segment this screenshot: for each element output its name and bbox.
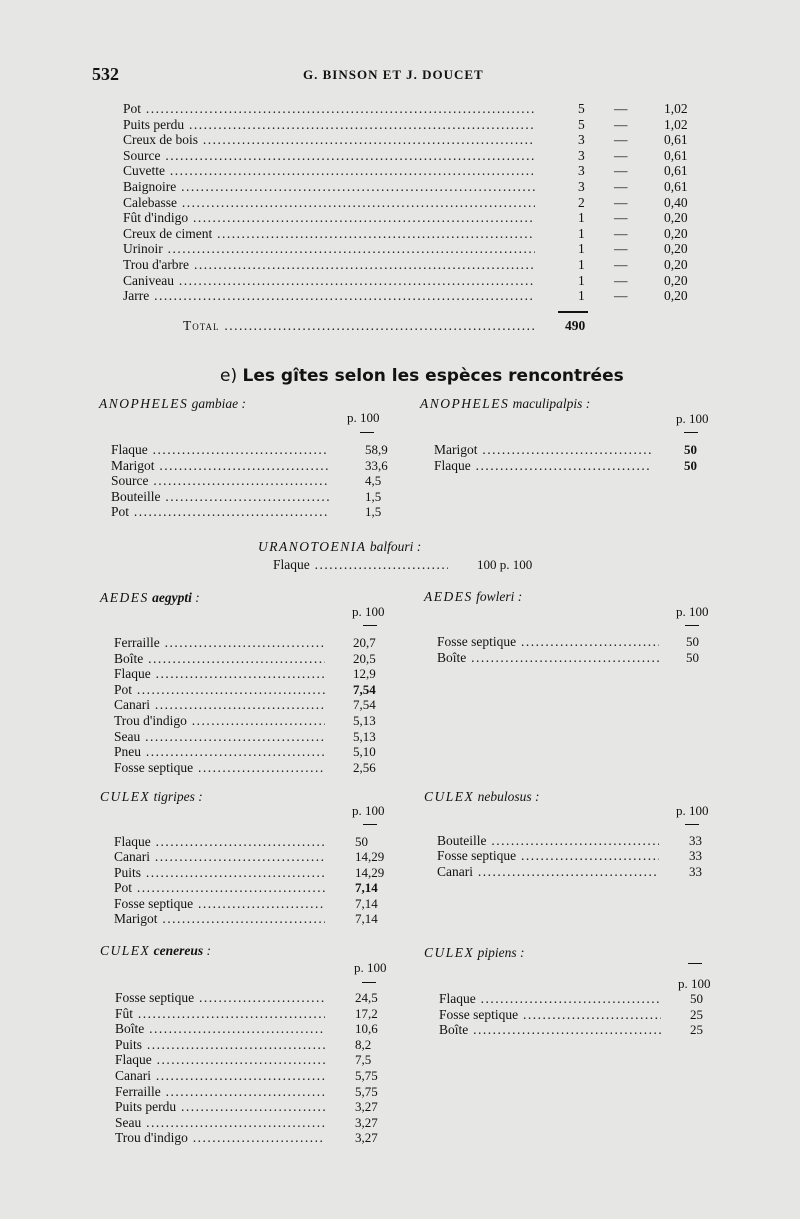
row-dash: — xyxy=(614,163,628,179)
habitat-label: Fosse septique ..... xyxy=(114,896,325,912)
habitat-row xyxy=(437,864,659,880)
section-title: Les gîtes selon les espèces rencontrées xyxy=(242,366,624,386)
habitat-row xyxy=(115,1052,325,1068)
genus-name: CULEX xyxy=(100,943,151,958)
row-count: 1 xyxy=(578,241,585,257)
row-percent: 0,20 xyxy=(664,288,688,304)
habitat-percent: 50 xyxy=(686,649,699,665)
heading-colon: : xyxy=(585,396,591,411)
row-label: Baignoire ..... xyxy=(123,179,535,195)
percent-unit: p. 100 xyxy=(676,604,709,619)
habitat-percent: 50 xyxy=(684,442,697,457)
habitat-row xyxy=(439,991,661,1007)
habitat-label: Canari ..... xyxy=(115,1068,325,1084)
habitat-label: Ferraille ..... xyxy=(114,635,325,651)
row-label: Pot ..... xyxy=(123,101,535,117)
habitat-label: Flaque ..... xyxy=(273,557,448,573)
habitat-percent: 7,54 xyxy=(353,681,376,697)
row-dash: — xyxy=(614,288,628,304)
habitat-row xyxy=(439,1007,661,1023)
unit-rule xyxy=(685,824,699,825)
percent-unit: p. 100 xyxy=(676,411,709,426)
habitat-label: Trou d'indigo ..... xyxy=(115,1130,325,1146)
row-count: 3 xyxy=(578,163,585,179)
row-dash: — xyxy=(614,241,628,257)
habitat-label: Trou d'indigo ..... xyxy=(114,713,325,729)
row-percent: 0,20 xyxy=(664,241,688,257)
habitat-percent: 100 p. 100 xyxy=(477,557,533,572)
habitat-percent: 14,29 xyxy=(355,864,385,880)
habitat-row xyxy=(114,880,325,896)
habitat-percent: 20,5 xyxy=(353,650,376,666)
row-percent: 1,02 xyxy=(664,116,688,132)
page-number: 532 xyxy=(92,64,119,84)
row-count: 1 xyxy=(578,210,585,226)
habitat-row xyxy=(114,744,325,760)
habitat-row xyxy=(115,1068,325,1084)
row-label: Caniveau ..... xyxy=(123,273,535,289)
species-heading xyxy=(420,396,590,412)
row-count: 3 xyxy=(578,179,585,194)
habitat-percent: 12,9 xyxy=(353,666,376,682)
habitat-label: Bouteille ..... xyxy=(111,489,329,505)
percent-unit: p. 100 xyxy=(676,803,709,818)
habitat-row xyxy=(111,458,329,474)
habitat-label: Source ..... xyxy=(111,473,329,489)
row-count: 1 xyxy=(578,288,585,304)
unit-rule xyxy=(363,625,377,626)
habitat-percent: 7,14 xyxy=(355,880,378,896)
table-row xyxy=(123,101,535,117)
row-percent: 0,61 xyxy=(664,147,688,163)
habitat-percent: 20,7 xyxy=(353,635,376,650)
habitat-label: Fosse septique ..... xyxy=(115,990,325,1006)
species-name: maculipalpis xyxy=(512,396,583,411)
row-count: 1 xyxy=(578,225,585,241)
section-heading xyxy=(220,366,624,386)
habitat-percent: 1,5 xyxy=(365,504,382,520)
habitat-row xyxy=(114,697,325,713)
heading-colon: : xyxy=(520,945,525,960)
habitat-label: Marigot ..... xyxy=(111,458,329,474)
habitat-percent: 7,14 xyxy=(355,895,378,911)
table-row xyxy=(123,241,535,257)
table-row xyxy=(123,132,535,148)
habitat-label: Fosse septique ..... xyxy=(437,848,659,864)
row-percent: 0,61 xyxy=(664,132,688,148)
habitat-label: Flaque ..... xyxy=(111,442,329,458)
habitat-row xyxy=(114,849,325,865)
habitat-percent: 2,56 xyxy=(353,759,376,775)
habitat-row xyxy=(115,1021,325,1037)
row-percent: 0,20 xyxy=(664,257,688,272)
habitat-percent: 1,5 xyxy=(365,488,382,504)
row-label: Urinoir ..... xyxy=(123,241,535,257)
row-count: 5 xyxy=(578,101,585,116)
row-percent: 0,20 xyxy=(664,225,688,241)
habitat-row xyxy=(114,865,325,881)
habitat-percent: 25 xyxy=(690,1006,703,1022)
habitat-percent: 14,29 xyxy=(355,849,385,865)
habitat-row xyxy=(115,1130,325,1146)
habitat-percent: 24,5 xyxy=(355,990,378,1005)
row-label: Cuvette ..... xyxy=(123,163,535,179)
row-count: 3 xyxy=(578,132,585,148)
running-title: G. BINSON ET J. DOUCET xyxy=(303,67,484,82)
species-name: pipiens xyxy=(477,945,517,960)
habitat-row xyxy=(114,651,325,667)
row-percent: 0,40 xyxy=(664,194,688,210)
table-row xyxy=(123,210,535,226)
percent-unit: p. 100 xyxy=(347,410,380,425)
habitat-label: Ferraille ..... xyxy=(115,1084,325,1100)
habitat-percent: 5,10 xyxy=(353,744,376,760)
genus-name: CULEX xyxy=(100,789,151,804)
heading-colon: : xyxy=(416,539,422,554)
habitat-percent: 7,5 xyxy=(355,1052,372,1068)
habitat-percent: 7,14 xyxy=(355,911,378,926)
habitat-row xyxy=(114,666,325,682)
habitat-row xyxy=(115,1084,325,1100)
species-name: nebulosus xyxy=(477,789,532,804)
habitat-label: Pneu ..... xyxy=(114,744,325,760)
habitat-percent: 5,13 xyxy=(353,728,376,744)
habitat-row xyxy=(114,682,325,698)
habitat-row xyxy=(434,458,652,474)
habitat-label: Boîte ..... xyxy=(115,1021,325,1037)
habitat-label: Flaque ..... xyxy=(115,1052,325,1068)
habitat-label: Canari ..... xyxy=(437,864,659,880)
habitat-percent: 33,6 xyxy=(365,457,388,473)
row-label: Jarre ..... xyxy=(123,288,535,304)
habitat-row xyxy=(111,504,329,520)
table-row xyxy=(123,257,535,273)
genus-name: AEDES xyxy=(424,589,473,604)
row-label: Fût d'indigo ..... xyxy=(123,210,535,226)
unit-rule xyxy=(360,432,374,433)
habitat-row xyxy=(437,650,659,666)
row-label: Source ..... xyxy=(123,148,535,164)
percent-unit: p. 100 xyxy=(352,604,385,619)
table-row xyxy=(123,163,535,179)
species-name: gambiae xyxy=(191,396,239,411)
table-row xyxy=(123,148,535,164)
species-heading xyxy=(100,789,203,805)
row-dash: — xyxy=(614,147,628,163)
genus-name: ANOPHELES xyxy=(420,396,510,411)
row-label: Trou d'arbre ..... xyxy=(123,257,535,273)
percent-unit: p. 100 xyxy=(354,960,387,975)
habitat-label: Fût ..... xyxy=(115,1006,325,1022)
habitat-percent: 50 xyxy=(690,991,703,1006)
heading-colon: : xyxy=(241,396,246,411)
habitat-row xyxy=(434,442,652,458)
row-count: 5 xyxy=(578,116,585,132)
unit-rule xyxy=(685,625,699,626)
row-dash: — xyxy=(614,272,628,288)
table-row xyxy=(123,179,535,195)
genus-name: URANOTOENIA xyxy=(258,539,367,554)
row-dash: — xyxy=(614,179,628,194)
species-heading xyxy=(100,590,200,606)
habitat-row xyxy=(114,896,325,912)
total-value: 490 xyxy=(565,318,586,333)
row-dash: — xyxy=(614,101,628,116)
habitat-percent: 33 xyxy=(689,848,702,864)
habitat-percent: 3,27 xyxy=(355,1114,378,1130)
genus-name: ANOPHELES xyxy=(99,396,189,411)
habitat-percent: 33 xyxy=(689,863,702,879)
genus-name: AEDES xyxy=(100,590,149,605)
habitat-percent: 50 xyxy=(686,634,699,649)
row-label: Creux de ciment ..... xyxy=(123,226,535,242)
percent-unit: p. 100 xyxy=(352,803,385,818)
habitat-percent: 4,5 xyxy=(365,473,382,489)
unit-rule xyxy=(688,963,702,964)
habitat-label: Canari ..... xyxy=(114,849,325,865)
habitat-percent: 3,27 xyxy=(355,1099,378,1115)
row-dash: — xyxy=(614,257,628,272)
row-percent: 1,02 xyxy=(664,101,688,116)
total-rule xyxy=(558,311,588,313)
habitat-row xyxy=(439,1022,661,1038)
habitat-label: Pot ..... xyxy=(111,504,329,520)
unit-rule xyxy=(684,432,698,433)
habitat-label: Flaque ..... xyxy=(434,458,652,474)
row-dash: — xyxy=(614,210,628,226)
habitat-label: Fosse septique ..... xyxy=(439,1007,661,1023)
habitat-label: Pot ..... xyxy=(114,682,325,698)
row-percent: 0,61 xyxy=(664,163,688,179)
table-row xyxy=(123,273,535,289)
row-count: 3 xyxy=(578,147,585,163)
habitat-label: Marigot ..... xyxy=(114,911,325,927)
genus-name: CULEX xyxy=(424,945,475,960)
heading-colon: : xyxy=(195,590,200,605)
habitat-percent: 17,2 xyxy=(355,1005,378,1021)
habitat-percent: 25 xyxy=(690,1022,703,1038)
habitat-percent: 5,13 xyxy=(353,713,376,728)
habitat-row xyxy=(111,489,329,505)
habitat-percent: 10,6 xyxy=(355,1021,378,1037)
habitat-label: Boîte ..... xyxy=(437,650,659,666)
section-prefix: e) xyxy=(220,366,238,386)
habitat-row xyxy=(111,473,329,489)
habitat-row xyxy=(114,834,325,850)
habitat-row xyxy=(114,729,325,745)
row-percent: 0,20 xyxy=(664,210,688,226)
habitat-percent: 3,27 xyxy=(355,1130,378,1146)
habitat-row xyxy=(437,833,659,849)
genus-name: CULEX xyxy=(424,789,475,804)
species-heading xyxy=(258,539,421,555)
habitat-row xyxy=(114,635,325,651)
habitat-row xyxy=(437,634,659,650)
species-name: tigripes xyxy=(153,789,195,804)
species-name: cenereus xyxy=(153,943,204,958)
habitat-label: Boîte ..... xyxy=(439,1022,661,1038)
percent-unit: p. 100 xyxy=(678,976,711,991)
habitat-label: Canari ..... xyxy=(114,697,325,713)
habitat-label: Bouteille ..... xyxy=(437,833,659,849)
species-heading xyxy=(100,943,211,959)
species-name: aegypti xyxy=(152,590,192,605)
table-row xyxy=(123,117,535,133)
row-count: 2 xyxy=(578,194,585,210)
habitat-row xyxy=(273,557,448,573)
row-label: Creux de bois ..... xyxy=(123,132,535,148)
species-name: fowleri xyxy=(476,589,515,604)
row-count: 1 xyxy=(578,257,585,272)
row-label: Puits perdu ..... xyxy=(123,117,535,133)
habitat-percent: 33 xyxy=(689,833,702,848)
table-row xyxy=(123,226,535,242)
habitat-label: Flaque ..... xyxy=(114,834,325,850)
habitat-row xyxy=(114,760,325,776)
row-dash: — xyxy=(614,225,628,241)
heading-colon: : xyxy=(517,589,523,604)
table-row xyxy=(123,195,535,211)
habitat-label: Puits perdu ..... xyxy=(115,1099,325,1115)
habitat-label: Seau ..... xyxy=(115,1115,325,1131)
row-percent: 0,20 xyxy=(664,272,688,288)
habitat-label: Fosse septique ..... xyxy=(437,634,659,650)
species-heading xyxy=(424,589,522,605)
habitat-percent: 8,2 xyxy=(355,1036,372,1052)
habitat-percent: 58,9 xyxy=(365,442,388,457)
habitat-label: Flaque ..... xyxy=(439,991,661,1007)
habitat-percent: 50 xyxy=(355,834,368,849)
species-heading xyxy=(424,945,525,961)
habitat-label: Marigot ..... xyxy=(434,442,652,458)
row-dash: — xyxy=(614,116,628,132)
habitat-label: Fosse septique ..... xyxy=(114,760,325,776)
total-row xyxy=(183,318,535,334)
species-name: balfouri xyxy=(369,539,414,554)
row-percent: 0,61 xyxy=(664,179,688,194)
row-count: 1 xyxy=(578,272,585,288)
habitat-percent: 50 xyxy=(684,457,697,473)
habitat-row xyxy=(115,1006,325,1022)
habitat-row xyxy=(115,1099,325,1115)
total-label: Total ..... xyxy=(183,318,535,334)
row-dash: — xyxy=(614,194,628,210)
habitat-percent: 7,54 xyxy=(353,697,376,713)
row-dash: — xyxy=(614,132,628,148)
habitat-row xyxy=(115,990,325,1006)
habitat-row xyxy=(115,1037,325,1053)
habitat-label: Puits ..... xyxy=(114,865,325,881)
species-heading xyxy=(99,396,246,412)
habitat-percent: 5,75 xyxy=(355,1083,378,1099)
habitat-percent: 5,75 xyxy=(355,1068,378,1083)
species-heading xyxy=(424,789,540,805)
table-row xyxy=(123,288,535,304)
habitat-row xyxy=(114,911,325,927)
habitat-label: Pot ..... xyxy=(114,880,325,896)
habitat-row xyxy=(111,442,329,458)
habitat-label: Boîte ..... xyxy=(114,651,325,667)
unit-rule xyxy=(362,982,376,983)
habitat-label: Puits ..... xyxy=(115,1037,325,1053)
habitat-label: Flaque ..... xyxy=(114,666,325,682)
row-label: Calebasse ..... xyxy=(123,195,535,211)
habitat-row xyxy=(114,713,325,729)
heading-colon: : xyxy=(206,943,212,958)
habitat-label: Seau ..... xyxy=(114,729,325,745)
heading-colon: : xyxy=(198,789,203,804)
habitat-row xyxy=(437,848,659,864)
unit-rule xyxy=(363,824,377,825)
heading-colon: : xyxy=(535,789,540,804)
habitat-row xyxy=(115,1115,325,1131)
